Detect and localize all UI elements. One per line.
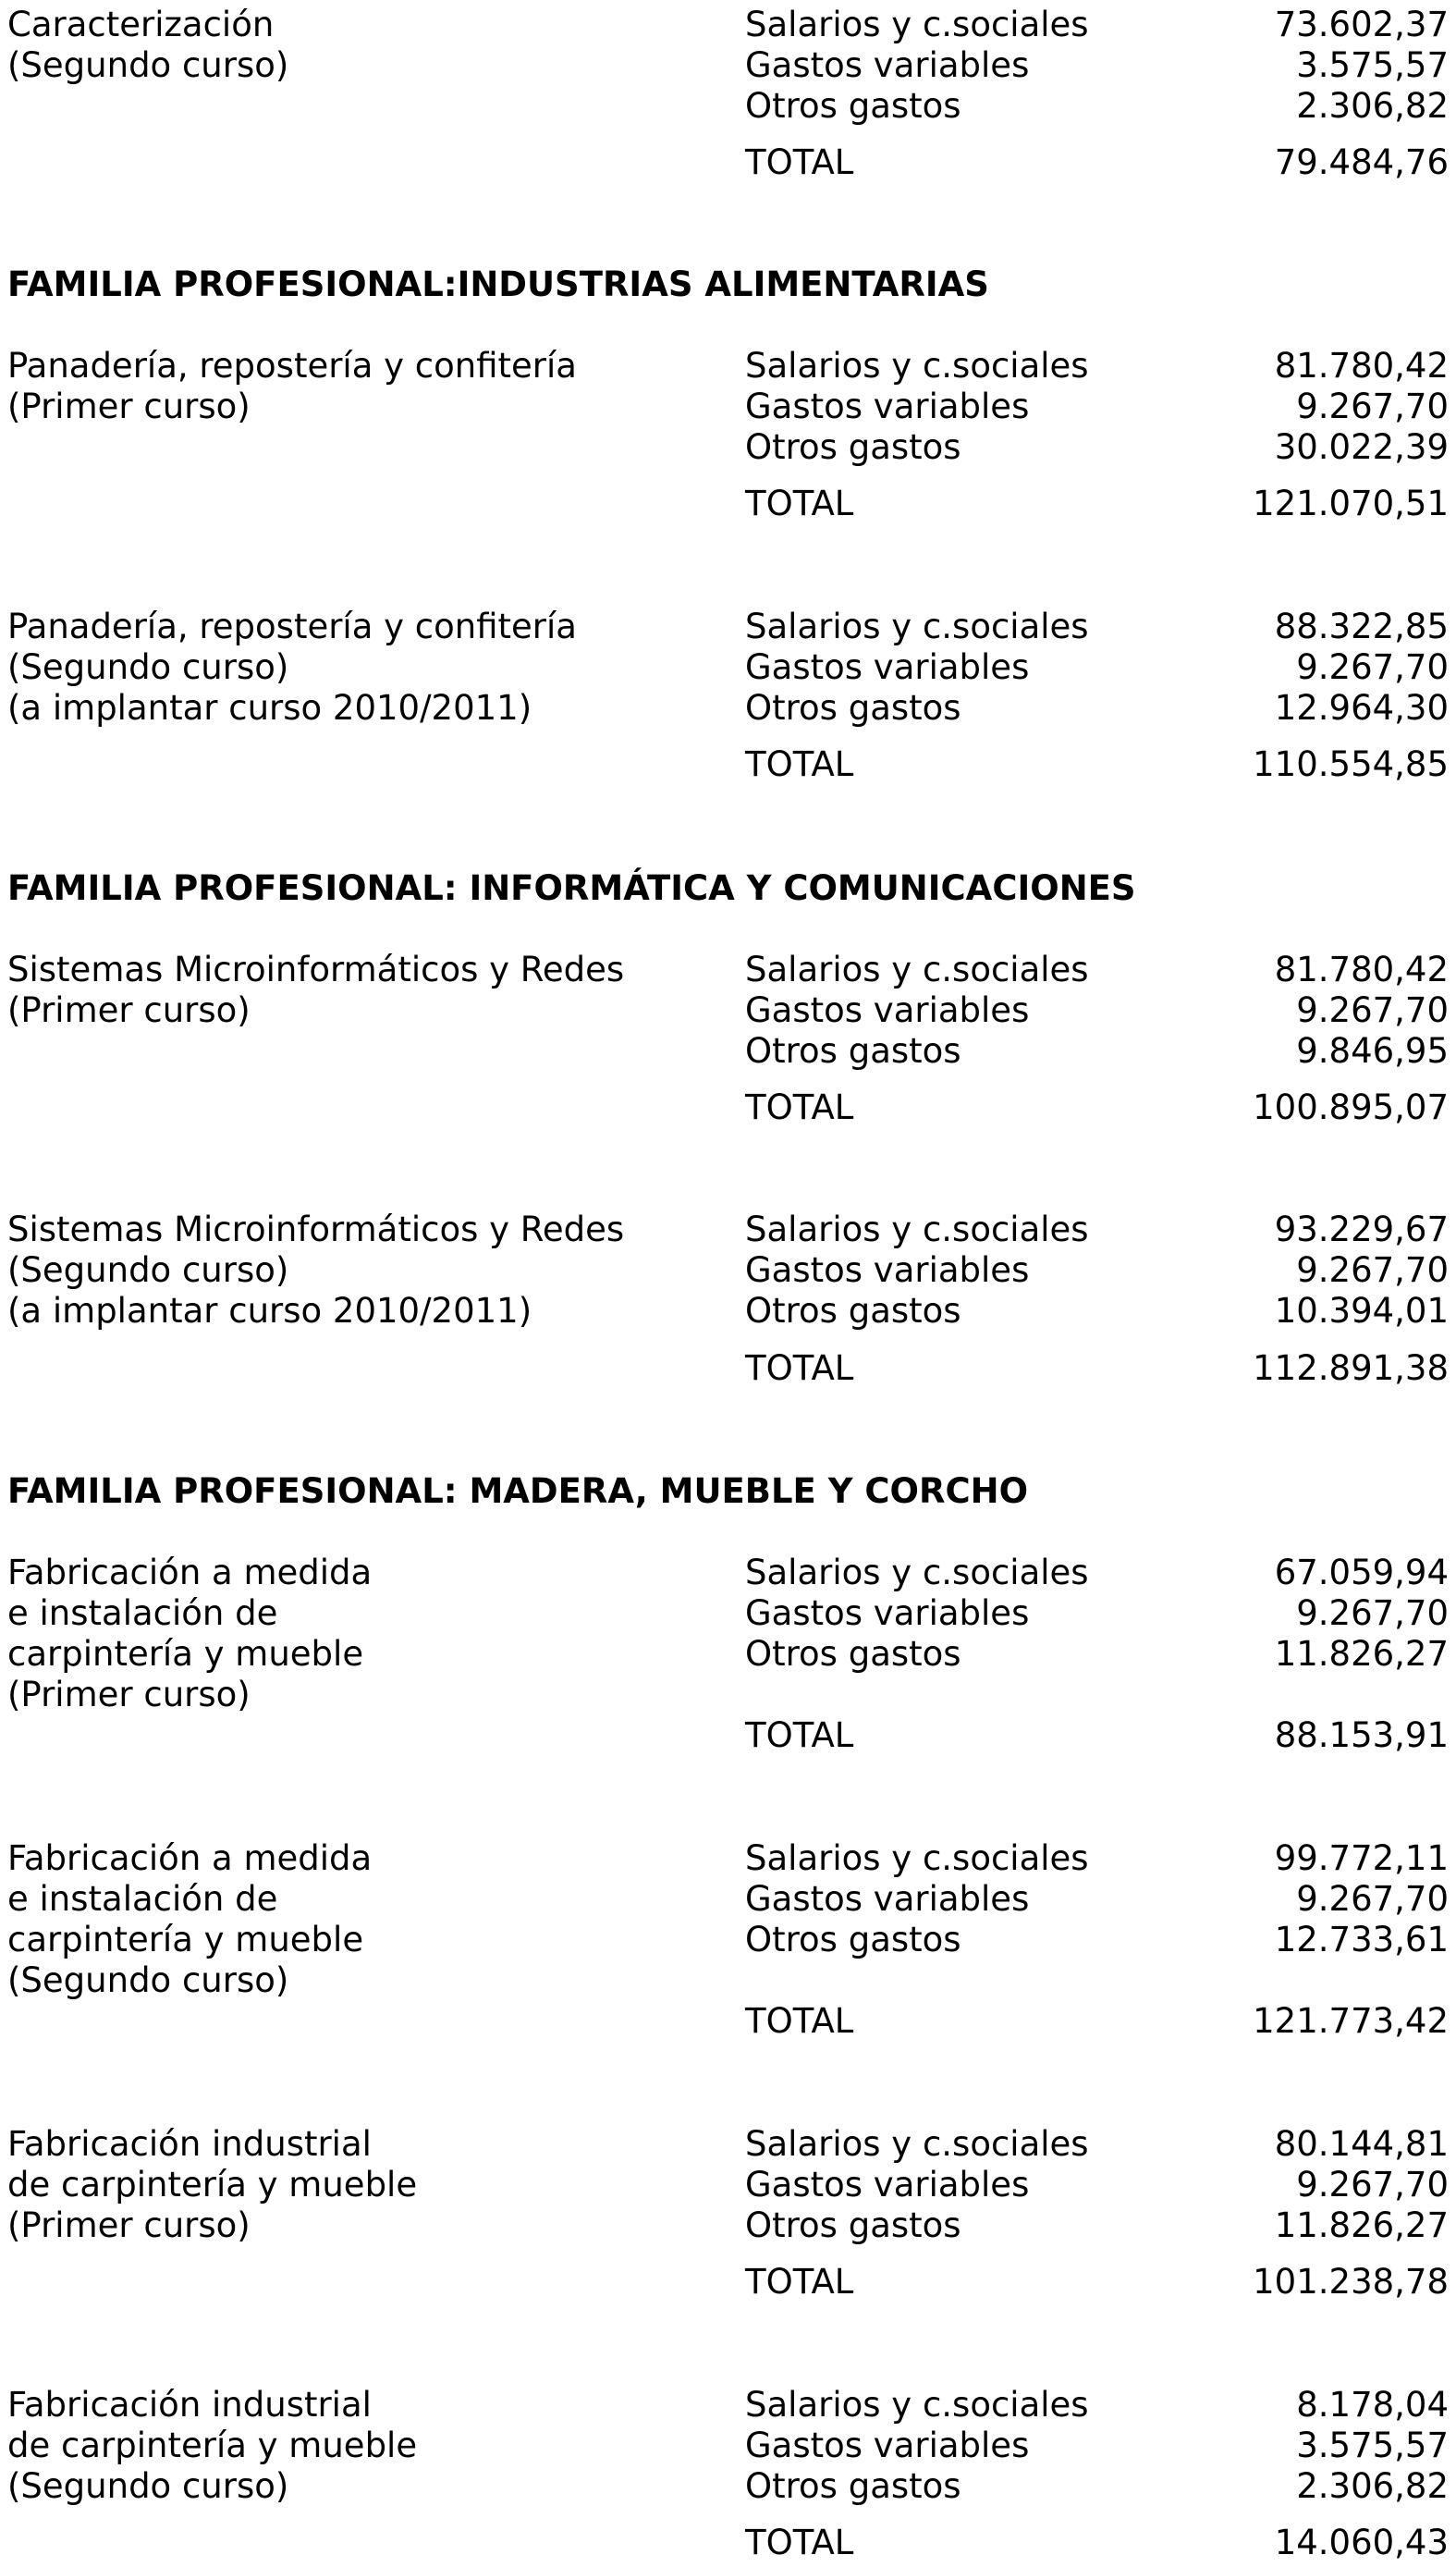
amount-value: 99.772,11 [1274,1838,1449,1878]
amount-value: 2.306,82 [1296,2466,1449,2506]
amount-value: 3.575,57 [1296,45,1449,85]
concept-label: Gastos variables [745,1593,1030,1633]
amount-value: 80.144,81 [1274,2124,1449,2164]
block-description-line: (Segundo curso) [7,2466,289,2506]
block-description-line: (Segundo curso) [7,45,289,85]
amount-value: 10.394,01 [1274,1291,1449,1331]
total-label: TOTAL [745,1715,854,1755]
amount-value: 9.267,70 [1296,2165,1449,2205]
amount-value: 30.022,39 [1274,427,1449,467]
concept-label: Otros gastos [745,1031,961,1071]
block-description-line: carpintería y mueble [7,1634,364,1674]
block-description-line: (Primer curso) [7,2205,251,2245]
total-value: 110.554,85 [1253,744,1449,784]
total-label: TOTAL [745,142,854,182]
concept-label: Otros gastos [745,688,961,728]
concept-label: Gastos variables [745,2426,1030,2465]
block-description-line: de carpintería y mueble [7,2426,418,2465]
block-description-line: carpintería y mueble [7,1920,364,1959]
total-value: 121.773,42 [1253,2001,1449,2041]
amount-value: 67.059,94 [1274,1553,1449,1592]
concept-label: Salarios y c.sociales [745,1553,1089,1592]
amount-value: 9.267,70 [1296,647,1449,687]
total-value: 79.484,76 [1274,142,1449,182]
concept-label: Salarios y c.sociales [745,2124,1089,2164]
concept-label: Otros gastos [745,1920,961,1959]
block-description-line: Sistemas Microinformáticos y Redes [7,950,625,989]
total-label: TOTAL [745,744,854,784]
concept-label: Otros gastos [745,1291,961,1331]
amount-value: 9.267,70 [1296,1879,1449,1919]
block-description-line: Fabricación industrial [7,2385,372,2425]
amount-value: 81.780,42 [1274,950,1449,989]
concept-label: Salarios y c.sociales [745,346,1089,386]
block-description-line: (Segundo curso) [7,647,289,687]
total-value: 121.070,51 [1253,484,1449,523]
amount-value: 11.826,27 [1274,2205,1449,2245]
amount-value: 9.267,70 [1296,387,1449,426]
block-description-line: (Primer curso) [7,1675,251,1714]
block-description-line: (Segundo curso) [7,1960,289,2000]
amount-value: 9.846,95 [1296,1031,1449,1071]
amount-value: 12.964,30 [1274,688,1449,728]
block-description-line: (a implantar curso 2010/2011) [7,688,532,728]
concept-label: Salarios y c.sociales [745,1210,1089,1249]
amount-value: 9.267,70 [1296,1593,1449,1633]
amount-value: 9.267,70 [1296,1250,1449,1290]
amount-value: 93.229,67 [1274,1210,1449,1249]
amount-value: 9.267,70 [1296,990,1449,1030]
block-description-line: (Primer curso) [7,990,251,1030]
block-description-line: Caracterización [7,5,275,44]
amount-value: 11.826,27 [1274,1634,1449,1674]
block-description-line: e instalación de [7,1879,278,1919]
family-heading-madera-mueble-corcho: FAMILIA PROFESIONAL: MADERA, MUEBLE Y CORCHO [7,1471,1029,1511]
concept-label: Salarios y c.sociales [745,5,1089,44]
block-description-line: Panadería, repostería y confitería [7,346,577,386]
amount-value: 12.733,61 [1274,1920,1449,1959]
total-value: 14.060,43 [1274,2523,1449,2562]
concept-label: Otros gastos [745,2205,961,2245]
amount-value: 73.602,37 [1274,5,1449,44]
total-label: TOTAL [745,1087,854,1127]
concept-label: Gastos variables [745,1879,1030,1919]
amount-value: 8.178,04 [1296,2385,1449,2425]
concept-label: Salarios y c.sociales [745,2385,1089,2425]
total-label: TOTAL [745,2262,854,2302]
family-heading-industrias-alimentarias: FAMILIA PROFESIONAL:INDUSTRIAS ALIMENTARIAS [7,264,989,304]
amount-value: 3.575,57 [1296,2426,1449,2465]
total-label: TOTAL [745,484,854,523]
concept-label: Gastos variables [745,1250,1030,1290]
amount-value: 88.322,85 [1274,607,1449,646]
block-description-line: e instalación de [7,1593,278,1633]
concept-label: Gastos variables [745,45,1030,85]
block-description-line: (Primer curso) [7,387,251,426]
concept-label: Otros gastos [745,427,961,467]
concept-label: Gastos variables [745,647,1030,687]
concept-label: Otros gastos [745,86,961,126]
concept-label: Salarios y c.sociales [745,1838,1089,1878]
concept-label: Otros gastos [745,2466,961,2506]
family-heading-informatica-comunicaciones: FAMILIA PROFESIONAL: INFORMÁTICA Y COMUNICACIONES [7,868,1136,908]
concept-label: Gastos variables [745,387,1030,426]
concept-label: Salarios y c.sociales [745,950,1089,989]
total-label: TOTAL [745,1348,854,1388]
total-label: TOTAL [745,2523,854,2562]
block-description-line: Panadería, repostería y confitería [7,607,577,646]
block-description-line: de carpintería y mueble [7,2165,418,2205]
block-description-line: (a implantar curso 2010/2011) [7,1291,532,1331]
total-value: 112.891,38 [1253,1348,1449,1388]
block-description-line: Sistemas Microinformáticos y Redes [7,1210,625,1249]
block-description-line: (Segundo curso) [7,1250,289,1290]
amount-value: 81.780,42 [1274,346,1449,386]
total-value: 101.238,78 [1253,2262,1449,2302]
concept-label: Otros gastos [745,1634,961,1674]
concept-label: Gastos variables [745,2165,1030,2205]
block-description-line: Fabricación a medida [7,1553,373,1592]
total-value: 100.895,07 [1253,1087,1449,1127]
amount-value: 2.306,82 [1296,86,1449,126]
concept-label: Salarios y c.sociales [745,607,1089,646]
concept-label: Gastos variables [745,990,1030,1030]
total-value: 88.153,91 [1274,1715,1449,1755]
total-label: TOTAL [745,2001,854,2041]
block-description-line: Fabricación industrial [7,2124,372,2164]
block-description-line: Fabricación a medida [7,1838,373,1878]
